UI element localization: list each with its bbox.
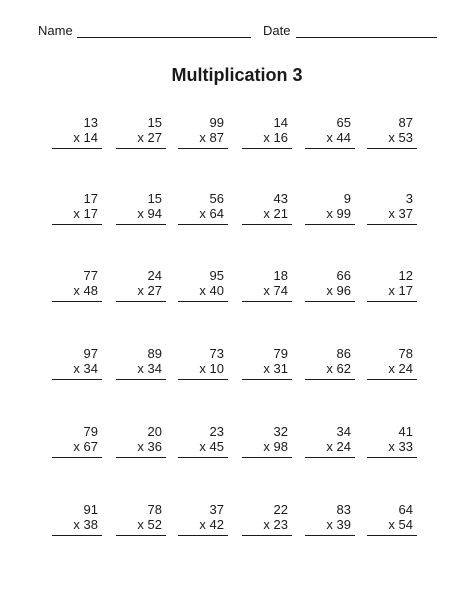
multiplicand: 95 (209, 268, 224, 283)
answer-line[interactable] (367, 379, 417, 380)
answer-line[interactable] (242, 457, 292, 458)
problem-r1-c2 (116, 115, 166, 151)
multiplier: x 67 (73, 439, 98, 454)
multiplicand: 73 (209, 346, 224, 361)
multiplier: x 38 (73, 517, 98, 532)
problem-r2-c1 (52, 191, 102, 227)
multiplier: x 94 (137, 206, 162, 221)
multiplier: x 37 (388, 206, 413, 221)
problem-r5-c4 (242, 424, 292, 460)
multiplier: x 39 (326, 517, 351, 532)
problem-r1-c4 (242, 115, 292, 151)
multiplier: x 62 (326, 361, 351, 376)
answer-line[interactable] (52, 535, 102, 536)
multiplier: x 96 (326, 283, 351, 298)
multiplier: x 53 (388, 130, 413, 145)
answer-line[interactable] (52, 457, 102, 458)
problem-r5-c2 (116, 424, 166, 460)
name-line[interactable] (77, 37, 251, 38)
multiplicand: 64 (398, 502, 413, 517)
multiplicand: 12 (398, 268, 413, 283)
worksheet-title: Multiplication 3 (171, 65, 303, 85)
problem-r5-c5 (305, 424, 355, 460)
answer-line[interactable] (116, 457, 166, 458)
multiplier: x 17 (388, 283, 413, 298)
answer-line[interactable] (178, 148, 228, 149)
multiplicand: 77 (83, 268, 98, 283)
answer-line[interactable] (305, 224, 355, 225)
multiplier: x 33 (388, 439, 413, 454)
problem-r1-c6 (367, 115, 417, 151)
multiplier: x 17 (73, 206, 98, 221)
answer-line[interactable] (367, 224, 417, 225)
answer-line[interactable] (367, 301, 417, 302)
multiplier: x 27 (137, 283, 162, 298)
answer-line[interactable] (242, 535, 292, 536)
answer-line[interactable] (178, 301, 228, 302)
multiplier: x 27 (137, 130, 162, 145)
multiplier: x 44 (326, 130, 351, 145)
multiplicand: 9 (343, 191, 351, 206)
multiplicand: 79 (273, 346, 288, 361)
multiplicand: 20 (147, 424, 162, 439)
multiplier: x 45 (199, 439, 224, 454)
problem-r6-c6 (367, 502, 417, 538)
multiplicand: 15 (147, 115, 162, 130)
date-line[interactable] (296, 37, 437, 38)
multiplicand: 43 (273, 191, 288, 206)
problem-r4-c6 (367, 346, 417, 382)
multiplicand: 56 (209, 191, 224, 206)
answer-line[interactable] (116, 379, 166, 380)
problem-r5-c1 (52, 424, 102, 460)
problem-r4-c1 (52, 346, 102, 382)
multiplicand: 41 (398, 424, 413, 439)
multiplier: x 24 (388, 361, 413, 376)
multiplicand: 24 (147, 268, 162, 283)
answer-line[interactable] (242, 224, 292, 225)
answer-line[interactable] (116, 148, 166, 149)
multiplicand: 17 (83, 191, 98, 206)
multiplier: x 34 (73, 361, 98, 376)
answer-line[interactable] (305, 301, 355, 302)
problem-r2-c2 (116, 191, 166, 227)
multiplier: x 74 (263, 283, 288, 298)
answer-line[interactable] (305, 535, 355, 536)
problem-r6-c4 (242, 502, 292, 538)
multiplicand: 78 (147, 502, 162, 517)
answer-line[interactable] (116, 535, 166, 536)
multiplier: x 54 (388, 517, 413, 532)
problem-r5-c6 (367, 424, 417, 460)
answer-line[interactable] (305, 148, 355, 149)
multiplier: x 14 (73, 130, 98, 145)
multiplier: x 24 (326, 439, 351, 454)
answer-line[interactable] (116, 224, 166, 225)
answer-line[interactable] (52, 224, 102, 225)
answer-line[interactable] (367, 535, 417, 536)
multiplier: x 10 (199, 361, 224, 376)
answer-line[interactable] (242, 301, 292, 302)
multiplier: x 21 (263, 206, 288, 221)
multiplicand: 86 (336, 346, 351, 361)
multiplicand: 99 (209, 115, 224, 130)
problem-r6-c5 (305, 502, 355, 538)
multiplier: x 48 (73, 283, 98, 298)
answer-line[interactable] (367, 148, 417, 149)
multiplier: x 16 (263, 130, 288, 145)
problem-r5-c3 (178, 424, 228, 460)
multiplier: x 52 (137, 517, 162, 532)
multiplicand: 87 (398, 115, 413, 130)
problem-r4-c2 (116, 346, 166, 382)
multiplicand: 65 (336, 115, 351, 130)
problem-r2-c5 (305, 191, 355, 227)
multiplier: x 40 (199, 283, 224, 298)
answer-line[interactable] (178, 379, 228, 380)
problem-r4-c5 (305, 346, 355, 382)
problem-r3-c5 (305, 268, 355, 304)
problem-r3-c6 (367, 268, 417, 304)
multiplicand: 32 (273, 424, 288, 439)
multiplier: x 64 (199, 206, 224, 221)
problem-r6-c3 (178, 502, 228, 538)
problem-r1-c5 (305, 115, 355, 151)
problem-r1-c1 (52, 115, 102, 151)
answer-line[interactable] (178, 224, 228, 225)
answer-line[interactable] (178, 535, 228, 536)
multiplicand: 79 (83, 424, 98, 439)
problem-r4-c3 (178, 346, 228, 382)
problem-r3-c3 (178, 268, 228, 304)
answer-line[interactable] (52, 301, 102, 302)
multiplicand: 23 (209, 424, 224, 439)
answer-line[interactable] (242, 379, 292, 380)
problem-r6-c1 (52, 502, 102, 538)
multiplier: x 87 (199, 130, 224, 145)
problem-r4-c4 (242, 346, 292, 382)
answer-line[interactable] (305, 457, 355, 458)
problem-r3-c2 (116, 268, 166, 304)
multiplier: x 99 (326, 206, 351, 221)
multiplicand: 91 (83, 502, 98, 517)
multiplicand: 22 (273, 502, 288, 517)
multiplicand: 34 (336, 424, 351, 439)
multiplicand: 15 (147, 191, 162, 206)
answer-line[interactable] (178, 457, 228, 458)
problem-r6-c2 (116, 502, 166, 538)
problem-r2-c4 (242, 191, 292, 227)
multiplicand: 78 (398, 346, 413, 361)
multiplier: x 98 (263, 439, 288, 454)
multiplicand: 3 (405, 191, 413, 206)
multiplier: x 23 (263, 517, 288, 532)
answer-line[interactable] (52, 148, 102, 149)
multiplicand: 83 (336, 502, 351, 517)
multiplier: x 34 (137, 361, 162, 376)
problem-r2-c3 (178, 191, 228, 227)
answer-line[interactable] (52, 379, 102, 380)
multiplicand: 89 (147, 346, 162, 361)
multiplicand: 66 (336, 268, 351, 283)
problem-r1-c3 (178, 115, 228, 151)
problem-r3-c1 (52, 268, 102, 304)
multiplicand: 14 (273, 115, 288, 130)
answer-line[interactable] (305, 379, 355, 380)
multiplier: x 31 (263, 361, 288, 376)
multiplicand: 18 (273, 268, 288, 283)
multiplier: x 42 (199, 517, 224, 532)
problem-r2-c6 (367, 191, 417, 227)
answer-line[interactable] (367, 457, 417, 458)
problem-r3-c4 (242, 268, 292, 304)
multiplicand: 37 (209, 502, 224, 517)
answer-line[interactable] (116, 301, 166, 302)
multiplier: x 36 (137, 439, 162, 454)
answer-line[interactable] (242, 148, 292, 149)
name-label: Name (38, 23, 73, 38)
multiplicand: 13 (83, 115, 98, 130)
date-label: Date (263, 23, 291, 38)
multiplicand: 97 (83, 346, 98, 361)
